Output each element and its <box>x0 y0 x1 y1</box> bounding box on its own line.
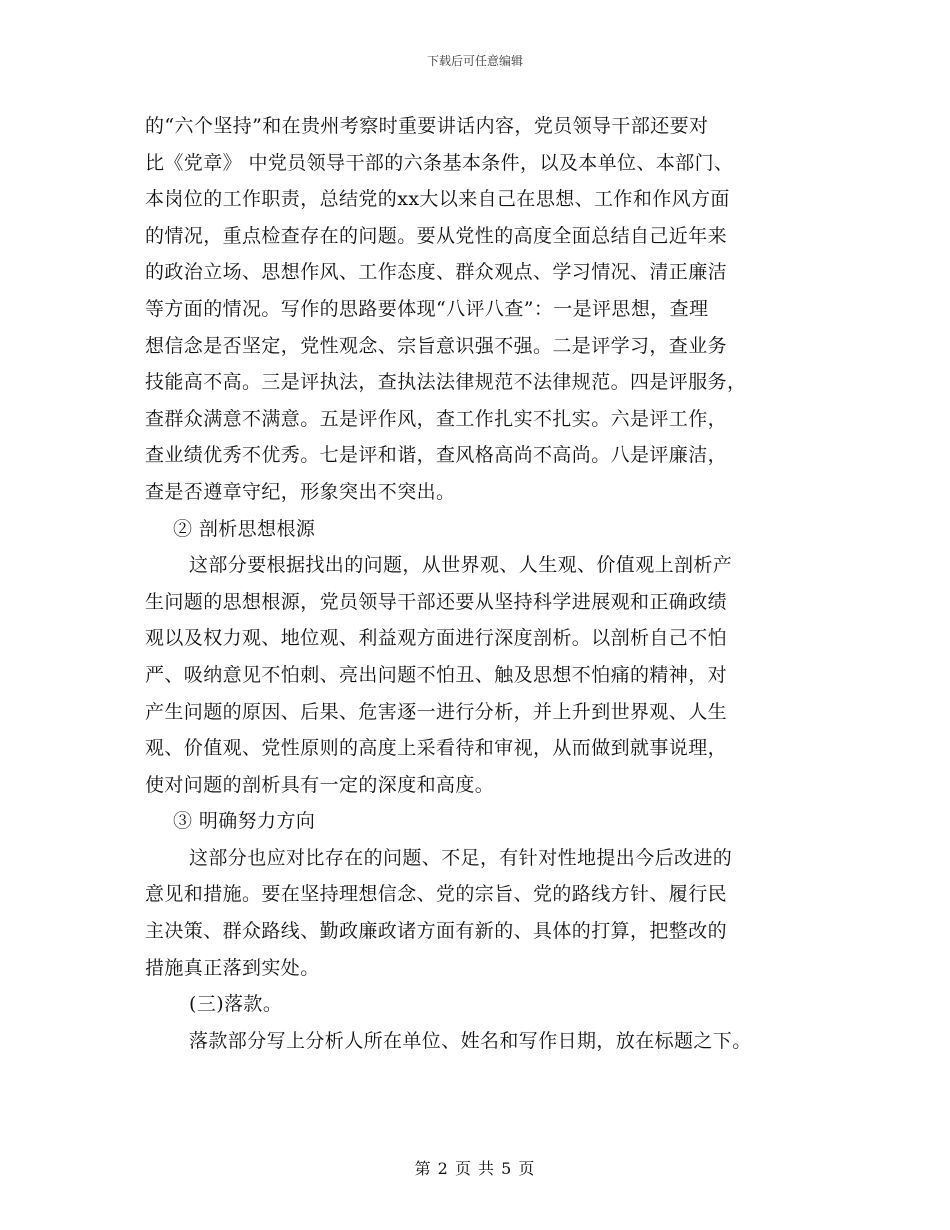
text-line: 观、价值观、党性原则的高度上采看待和审视，从而做到就事说理， <box>145 737 728 760</box>
text-line: 查是否遵章守纪，形象突出不突出。 <box>145 480 456 503</box>
text-line: 观以及权力观、地位观、利益观方面进行深度剖析。以剖析自己不怕 <box>145 627 728 650</box>
text-line: 查群众满意不满意。五是评作风，查工作扎实不扎实。六是评工作， <box>145 407 728 430</box>
text-line: 比《党章》 中党员领导干部的六条基本条件，以及本单位、本部门、 <box>145 151 734 174</box>
text-line: 本岗位的工作职责，总结党的xx大以来自己在思想、工作和作风方面 <box>145 188 730 211</box>
page-header: 下载后可任意编辑 <box>426 54 523 68</box>
text-line: 措施真正落到实处。 <box>145 956 320 979</box>
text-line: 的情况，重点检查存在的问题。要从党性的高度全面总结自己近年来 <box>145 224 728 247</box>
text-line: 查业绩优秀不优秀。七是评和谐，查风格高尚不高尚。八是评廉洁， <box>145 444 728 467</box>
text-line: (三)落款。 <box>189 993 283 1016</box>
text-line: ② 剖析思想根源 <box>173 517 316 540</box>
text-line: 落款部分写上分析人所在单位、姓名和写作日期，放在标题之下。 <box>189 1029 752 1052</box>
document-body <box>145 108 810 1059</box>
text-line: 的“六个坚持”和在贵州考察时重要讲话内容，党员领导干部还要对 <box>145 115 709 137</box>
text-line: 这部分也应对比存在的问题、不足，有针对性地提出今后改进的 <box>189 846 733 869</box>
text-line: 产生问题的原因、后果、危害逐一进行分析，并上升到世界观、人生 <box>145 700 728 723</box>
text-line: 严、吸纳意见不怕刺、亮出问题不怕丑、触及思想不怕痛的精神，对 <box>145 663 728 686</box>
text-line: 想信念是否坚定，党性观念、宗旨意识强不强。二是评学习，查业务 <box>145 334 728 357</box>
page-number-footer: 第 2 页 共 5 页 <box>414 1159 536 1178</box>
text-line: 生问题的思想根源，党员领导干部还要从坚持科学进展观和正确政绩 <box>145 590 728 613</box>
text-line: 等方面的情况。写作的思路要体现“八评八查”：一是评思想，查理 <box>145 297 709 320</box>
text-line: 技能高不高。三是评执法，查执法法律规范不法律规范。四是评服务， <box>145 371 747 394</box>
text-line: 意见和措施。要在坚持理想信念、党的宗旨、党的路线方针、履行民 <box>145 883 728 906</box>
text-line: 这部分要根据找出的问题，从世界观、人生观、价值观上剖析产 <box>189 554 733 577</box>
text-line: ③ 明确努力方向 <box>173 810 316 833</box>
text-line: 使对问题的剖析具有一定的深度和高度。 <box>145 773 495 796</box>
text-line: 主决策、群众路线、勤政廉政诸方面有新的、具体的打算，把整改的 <box>145 920 728 943</box>
text-line: 的政治立场、思想作风、工作态度、群众观点、学习情况、清正廉洁 <box>145 261 728 284</box>
